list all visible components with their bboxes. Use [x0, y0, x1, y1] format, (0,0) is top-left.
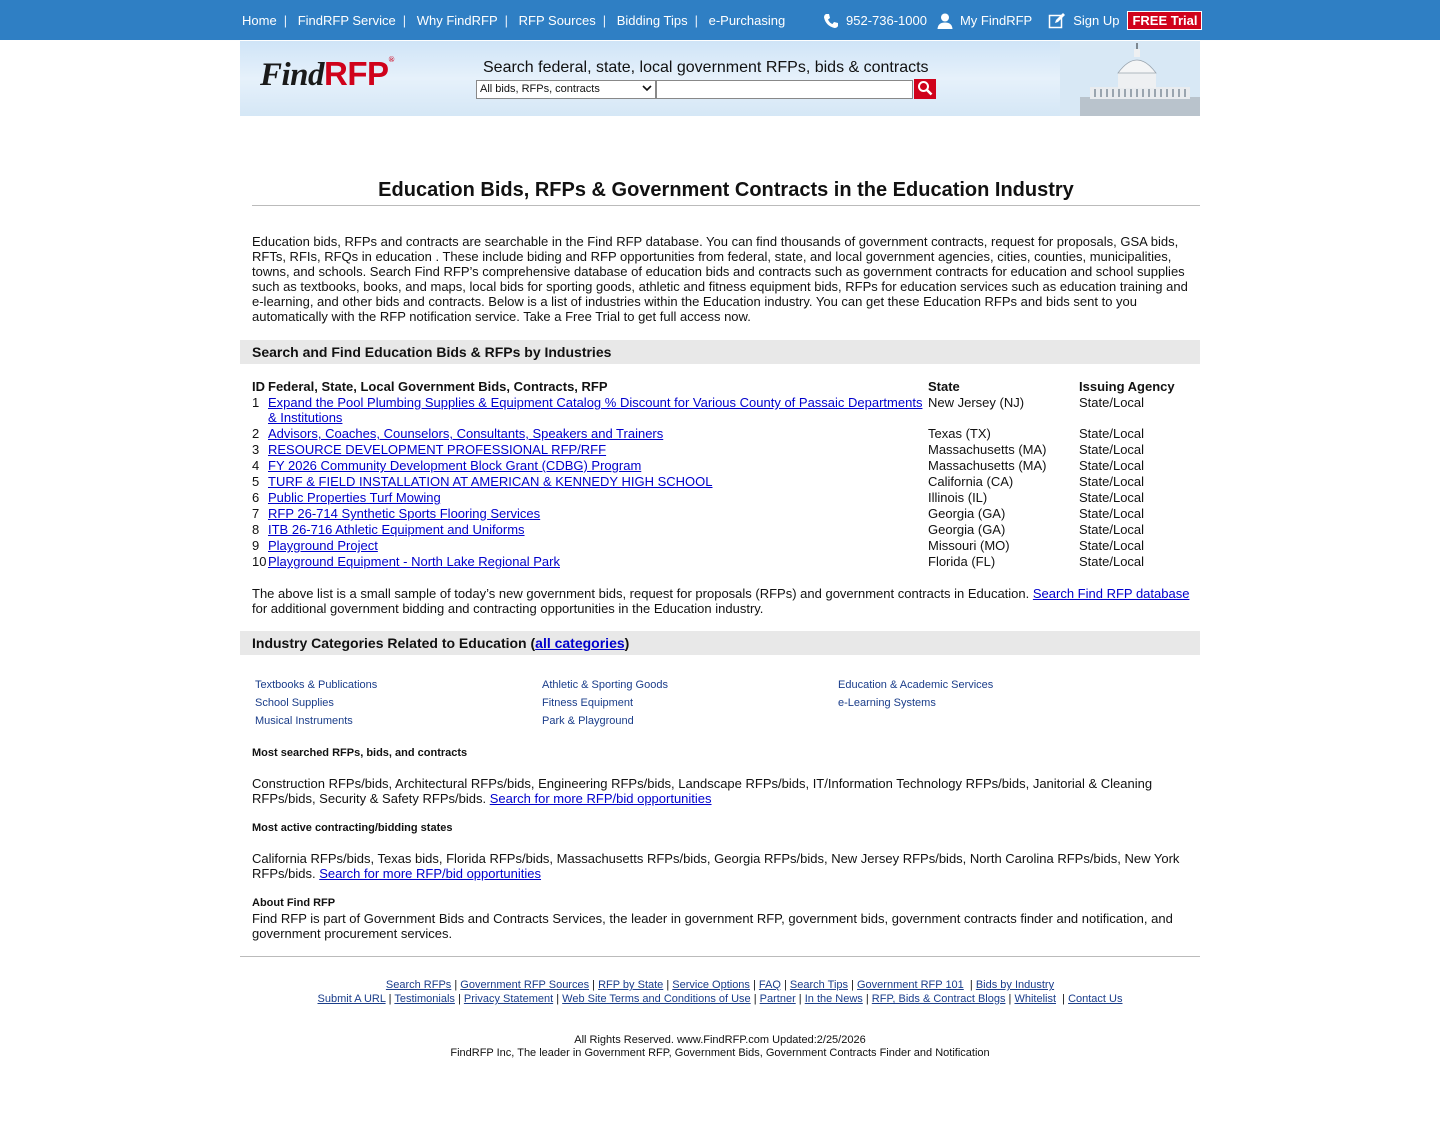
nav-home[interactable]: Home	[242, 13, 277, 28]
category-link[interactable]: Education & Academic Services	[838, 679, 994, 691]
footer-link[interactable]: Service Options	[672, 979, 750, 991]
table-row	[252, 426, 1192, 442]
row-state: California (CA)	[928, 474, 1014, 489]
logo-rfp-text: RFP	[324, 55, 389, 92]
rfp-title-link[interactable]: Advisors, Coaches, Counselors, Consultants, Speakers and Trainers	[268, 426, 664, 441]
footer-link[interactable]: Testimonials	[394, 993, 455, 1005]
row-id: 7	[252, 506, 260, 521]
industries-section-header: Search and Find Education Bids & RFPs by Industries	[240, 340, 1200, 364]
search-form	[476, 79, 936, 99]
footer-link[interactable]: FAQ	[758, 979, 781, 991]
row-agency: State/Local	[1079, 426, 1145, 441]
category-link[interactable]: Park & Playground	[542, 715, 634, 727]
page-title: Education Bids, RFPs & Government Contracts in the Education Industry	[378, 179, 1074, 201]
rfp-title-link[interactable]: FY 2026 Community Development Block Grant (CDBG) Program	[268, 458, 642, 473]
row-state: Texas (TX)	[928, 426, 991, 441]
row-id: 8	[252, 522, 260, 537]
copyright	[240, 1034, 1200, 1060]
about-paragraph: Find RFP is part of Government Bids and Contracts Services, the leader in government RFP, government bids, government contracts finder and notification, and government procurement services.	[252, 911, 1173, 941]
table-summary-text: The above list is a small sample of today’s new government bids, request for proposals (RFPs) and government contracts in Education.	[252, 586, 1033, 601]
row-state: Florida (FL)	[928, 554, 996, 569]
top-nav-bar	[0, 0, 1440, 40]
rfp-table	[252, 379, 1192, 570]
search-heading: Search federal, state, local government RFPs, bids & contracts	[483, 59, 929, 76]
nav-separator: |	[504, 13, 509, 28]
row-id: 9	[252, 538, 260, 553]
row-state: Illinois (IL)	[928, 490, 988, 505]
row-agency: State/Local	[1079, 490, 1145, 505]
footer-link[interactable]: RFP by State	[598, 979, 664, 991]
table-row	[252, 522, 1192, 538]
most-searched-paragraph	[252, 776, 1196, 806]
row-state: Georgia (GA)	[928, 522, 1006, 537]
category-link[interactable]: School Supplies	[255, 697, 334, 709]
company-tagline: FindRFP Inc, The leader in Government RFP, Government Bids, Government Contracts Finder and Notification	[450, 1047, 990, 1059]
most-active-paragraph	[252, 851, 1196, 881]
nav-bidding-tips[interactable]: Bidding Tips	[616, 13, 688, 28]
row-state: Missouri (MO)	[928, 538, 1010, 553]
rfp-title-link[interactable]: ITB 26-716 Athletic Equipment and Uniforms	[268, 522, 525, 537]
table-row	[252, 395, 1192, 426]
row-id: 2	[252, 426, 260, 441]
table-row	[252, 490, 1192, 506]
search-category-select[interactable]	[476, 80, 656, 99]
rfp-title-link[interactable]: Expand the Pool Plumbing Supplies & Equipment Catalog % Discount for Various County of Passaic Departments & Institutions	[268, 395, 923, 425]
most-active-heading: Most active contracting/bidding states	[252, 822, 453, 834]
row-agency: State/Local	[1079, 506, 1145, 521]
table-row	[252, 538, 1192, 554]
rfp-title-link[interactable]: RFP 26-714 Synthetic Sports Flooring Services	[268, 506, 541, 521]
row-id: 5	[252, 474, 260, 489]
search-icon	[917, 80, 933, 99]
footer-link[interactable]: Bids by Industry	[975, 979, 1055, 991]
column-header-agency: Issuing Agency	[1079, 379, 1175, 394]
footer-link[interactable]: Whitelist	[1014, 993, 1057, 1005]
category-column	[542, 676, 668, 730]
categories-heading-text: Industry Categories Related to Education (	[252, 635, 536, 651]
user-icon	[936, 12, 954, 30]
row-id: 4	[252, 458, 260, 473]
row-state: Massachusetts (MA)	[928, 458, 1047, 473]
footer-links-row: Submit A URL | Testimonials | Privacy Statement | Web Site Terms and Conditions of Use | Partner | In the News | RFP, Bids & Contract Blogs | Whitelist | Contact Us	[317, 993, 1123, 1005]
category-link[interactable]: e-Learning Systems	[838, 697, 936, 709]
nav-separator: |	[402, 13, 407, 28]
row-state: Massachusetts (MA)	[928, 442, 1047, 457]
category-link[interactable]: Athletic & Sporting Goods	[542, 679, 668, 691]
top-nav	[242, 13, 785, 28]
row-agency: State/Local	[1079, 395, 1145, 410]
nav-why-findrfp[interactable]: Why FindRFP	[416, 13, 498, 28]
logo-find-text: Find	[260, 57, 325, 93]
intro-paragraph: Education bids, RFPs and contracts are searchable in the Find RFP database. You can find thousands of government contracts, request for proposals, GSA bids, RFTs, RFIs, RFQs in education . These include biding and RFP opportunities from federal, state, and local government agencies, cities, counties, municipalities, towns, and schools. Search Find RFP’s comprehensive database of education bids and contracts such as government contracts for education and school supplies such as textbooks, books, and maps, local bids for sporting goods, athletic and fitness equipment bids, RFPs for education services such as education training and e-learning, and other bids and contracts. Below is a list of industries within the Education industry. You can get these Education RFPs and bids sent to you automatically with the RFP notification service. Take a Free Trial to get full access now.	[252, 234, 1188, 324]
categories-section-header	[240, 631, 1200, 655]
footer-link[interactable]: Submit A URL	[317, 993, 386, 1005]
footer-link[interactable]: Contact Us	[1068, 993, 1123, 1005]
category-link[interactable]: Textbooks & Publications	[255, 679, 378, 691]
findrfp-logo[interactable]	[260, 55, 394, 94]
category-link[interactable]: Fitness Equipment	[542, 697, 634, 709]
rfp-title-link[interactable]: RESOURCE DEVELOPMENT PROFESSIONAL RFP/RFF	[268, 442, 607, 457]
table-summary	[252, 586, 1196, 616]
rfp-title-link[interactable]: Playground Project	[268, 538, 378, 553]
row-agency: State/Local	[1079, 522, 1145, 537]
row-agency: State/Local	[1079, 554, 1145, 569]
footer-link[interactable]: Search Tips	[789, 979, 849, 991]
header-banner	[240, 41, 1200, 116]
footer-link[interactable]: RFP, Bids & Contract Blogs	[871, 993, 1006, 1005]
my-findrfp-link[interactable]: My FindRFP	[959, 13, 1033, 28]
table-header-row	[252, 379, 1192, 395]
table-row	[252, 458, 1192, 474]
footer-link[interactable]: Web Site Terms and Conditions of Use	[562, 993, 751, 1005]
footer-links-row: Search RFPs | Government RFP Sources | RFP by State | Service Options | FAQ | Search Tips | Government RFP 101 | Bids by Industry	[385, 979, 1055, 991]
nav-separator: |	[283, 13, 288, 28]
row-state: Georgia (GA)	[928, 506, 1006, 521]
search-input[interactable]	[656, 80, 913, 99]
search-more-link[interactable]: Search for more RFP/bid opportunities	[319, 866, 542, 881]
footer-link[interactable]: Government RFP Sources	[460, 979, 590, 991]
search-database-link[interactable]: Search Find RFP database	[1032, 586, 1190, 601]
table-row	[252, 506, 1192, 522]
footer-link[interactable]: Privacy Statement	[463, 993, 554, 1005]
row-agency: State/Local	[1079, 474, 1145, 489]
nav-separator: |	[694, 13, 698, 28]
category-column	[838, 676, 993, 712]
footer-link[interactable]: In the News	[804, 993, 863, 1005]
row-id: 3	[252, 442, 260, 457]
row-id: 6	[252, 490, 260, 505]
row-agency: State/Local	[1079, 442, 1145, 457]
row-state: New Jersey (NJ)	[928, 395, 1025, 410]
phone-icon	[822, 12, 840, 30]
column-header-title: Federal, State, Local Government Bids, Contracts, RFP	[268, 379, 608, 394]
free-trial-button[interactable]: FREE Trial	[1127, 11, 1202, 30]
search-category-value: All bids, RFPs, contracts	[480, 83, 600, 95]
footer-link[interactable]: Search RFPs	[385, 979, 452, 991]
nav-separator: |	[602, 13, 607, 28]
column-header-state: State	[928, 379, 960, 394]
footer-link[interactable]: Government RFP 101	[857, 979, 964, 991]
table-summary-text-end: for additional government bidding and contracting opportunities in the Education industry.	[252, 601, 764, 616]
nav-findrfp-service[interactable]: FindRFP Service	[297, 13, 396, 28]
about-heading: About Find RFP	[252, 897, 336, 909]
logo-registered-mark: ®	[388, 55, 395, 64]
nav-rfp-sources[interactable]: RFP Sources	[518, 13, 596, 28]
row-agency: State/Local	[1079, 458, 1145, 473]
table-row	[252, 474, 1192, 490]
rfp-title-link[interactable]: TURF & FIELD INSTALLATION AT AMERICAN & KENNEDY HIGH SCHOOL	[268, 474, 713, 489]
phone-number[interactable]: 952-736-1000	[846, 13, 927, 28]
search-more-link[interactable]: Search for more RFP/bid opportunities	[489, 791, 712, 806]
footer-link[interactable]: Partner	[759, 993, 796, 1005]
row-id: 10	[252, 554, 267, 569]
nav-e-purchasing[interactable]: e-Purchasing	[708, 13, 786, 28]
categories-heading-close: )	[624, 635, 630, 651]
all-categories-link[interactable]: all categories	[535, 635, 625, 651]
category-column	[255, 676, 377, 730]
copyright-line: All Rights Reserved. www.FindRFP.com Updated:2/25/2026	[574, 1034, 866, 1046]
category-link[interactable]: Musical Instruments	[255, 715, 353, 727]
top-account-links	[822, 11, 1202, 30]
title-divider	[252, 205, 1200, 206]
footer-divider	[240, 956, 1200, 957]
table-row	[252, 554, 1192, 570]
row-id: 1	[252, 395, 260, 410]
chevron-down-icon	[642, 83, 652, 95]
most-searched-text: Construction RFPs/bids, Architectural RFPs/bids, Engineering RFPs/bids, Landscape RFPs/bids, IT/Information Technology RFPs/bids, Janitorial & Cleaning RFPs/bids, Security & Safety RFPs/bids.	[252, 776, 1153, 806]
capitol-building-image	[1060, 41, 1200, 116]
search-button[interactable]	[914, 79, 936, 99]
column-header-id: ID	[252, 379, 265, 394]
rfp-title-link[interactable]: Playground Equipment - North Lake Regional Park	[268, 554, 560, 569]
most-active-text: California RFPs/bids, Texas bids, Florida RFPs/bids, Massachusetts RFPs/bids, Georgia RFPs/bids, New Jersey RFPs/bids, North Carolina RFPs/bids, New York RFPs/bids.	[252, 851, 1180, 881]
row-agency: State/Local	[1079, 538, 1145, 553]
most-searched-heading: Most searched RFPs, bids, and contracts	[252, 747, 468, 759]
rfp-title-link[interactable]: Public Properties Turf Mowing	[268, 490, 441, 505]
edit-icon	[1048, 12, 1066, 30]
sign-up-link[interactable]: Sign Up	[1073, 13, 1120, 28]
table-row	[252, 442, 1192, 458]
